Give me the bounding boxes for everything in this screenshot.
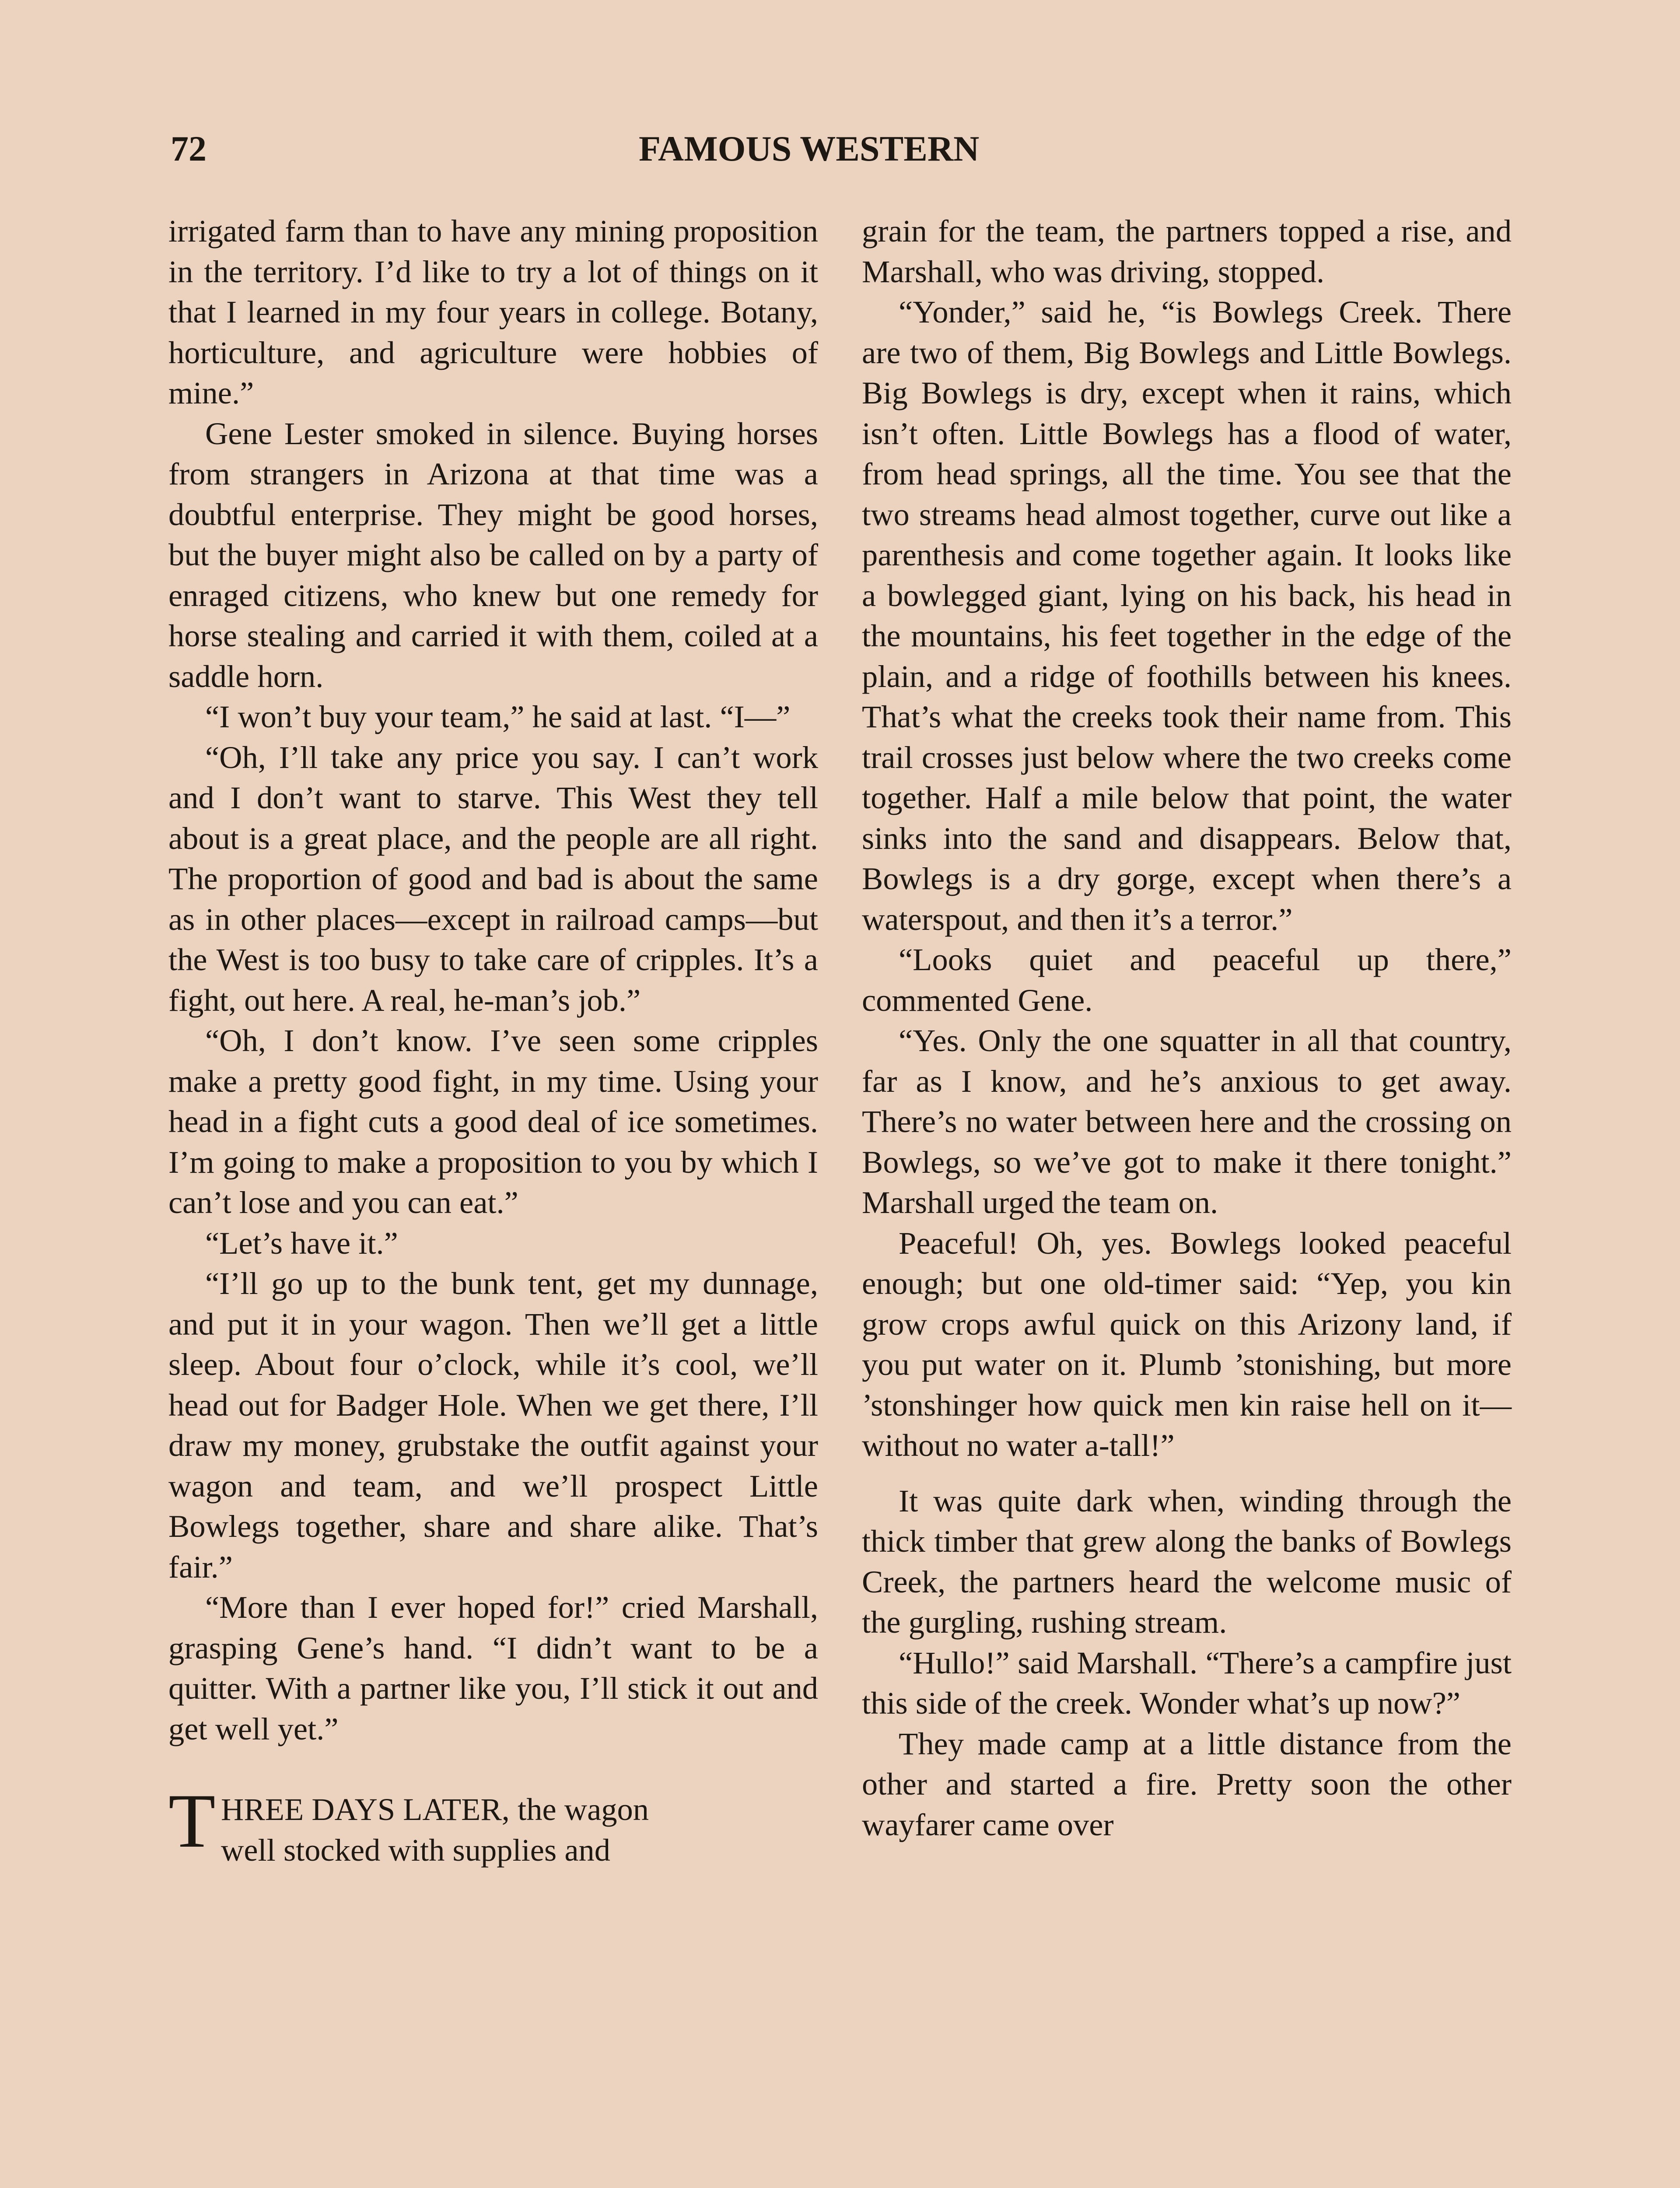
section-opening-text <box>221 1789 818 1870</box>
paragraph: “Let’s have it.” <box>205 1225 398 1261</box>
paragraph: They made camp at a little distance from the other and started a fire. Pretty soon the other wayfarer came over <box>862 1725 1512 1842</box>
paragraph: It was quite dark when, winding through the thick timber that grew along the banks of Bowlegs Creek, the partners heard the welcome music of the gurgling, rushing stream. <box>862 1483 1512 1640</box>
section-line1-rest: the wagon <box>509 1792 649 1827</box>
section-opening <box>168 1778 818 1870</box>
paragraph: Peaceful! Oh, yes. Bowlegs looked peaceful enough; but one old-timer said: “Yep, you kin grow crops awful quick on this Arizony land, if you put water on it. Plumb ’stonishing, but more ’stonshinger how quick men kin raise hell on it—without no water a-tall!” <box>862 1225 1512 1463</box>
paragraph: “I’ll go up to the bunk tent, get my dunnage, and put it in your wagon. Then we’ll get a little sleep. About four o’clock, while it’s cool, we’ll head out for Badger Hole. When we get there, I’ll draw my money, grubstake the outfit against your wagon and team, and we’ll prospect Little Bowlegs together, share and share alike. That’s fair.” <box>168 1266 818 1585</box>
paragraph: grain for the team, the partners topped a rise, and Marshall, who was driving, stopped. <box>862 213 1512 289</box>
paragraph: “Yonder,” said he, “is Bowlegs Creek. There are two of them, Big Bowlegs and Little Bowlegs. Big Bowlegs is dry, except when it rains, which isn’t often. Little Bowlegs has a flood of water, from head springs, all the time. You see that the two streams head almost together, curve out like a parenthesis and come together again. It looks like a bowlegged giant, lying on his back, his head in the mountains, his feet together in the edge of the plain, and a ridge of foothills between his knees. That’s what the creeks took their name from. This trail crosses just below where the two creeks come together. Half a mile below that point, the water sinks into the sand and disappears. Below that, Bowlegs is a dry gorge, except when there’s a waterspout, and then it’s a terror.” <box>862 294 1512 937</box>
left-column <box>168 211 818 1870</box>
paragraph: “Looks quiet and peaceful up there,” commented Gene. <box>862 942 1512 1018</box>
drop-cap: T <box>168 1778 216 1864</box>
section-caps-text: HREE DAYS LATER, <box>221 1792 510 1827</box>
paragraph: Gene Lester smoked in silence. Buying horses from strangers in Arizona at that time was a doubtful enterprise. They might be good horses, but the buyer might also be called on by a party of enraged citizens, who knew but one remedy for horse stealing and carried it with them, coiled at a saddle horn. <box>168 415 818 694</box>
paragraph: “Hullo!” said Marshall. “There’s a campfire just this side of the creek. Wonder what’s up now?” <box>862 1645 1512 1721</box>
paragraph: “Oh, I’ll take any price you say. I can’t work and I don’t want to starve. This West they tell about is a great place, and the people are all right. The proportion of good and bad is about the same as in other places—except in railroad camps—but the West is too busy to take care of cripples. It’s a fight, out here. A real, he-man’s job.” <box>168 739 818 1018</box>
paragraph: irrigated farm than to have any mining proposition in the territory. I’d like to try a lot of things on it that I learned in my four years in college. Botany, horticulture, and agriculture were hobbies of mine.” <box>168 213 818 410</box>
page-number: 72 <box>171 129 206 168</box>
paragraph: “Oh, I don’t know. I’ve seen some cripples make a pretty good fight, in my time. Using your head in a fight cuts a good deal of ice sometimes. I’m going to make a proposition to you by which I can’t lose and you can eat.” <box>168 1023 818 1220</box>
paragraph: “More than I ever hoped for!” cried Marshall, grasping Gene’s hand. “I didn’t want to be a quitter. With a partner like you, I’ll stick it out and get well yet.” <box>168 1589 818 1746</box>
section-line2: well stocked with supplies and <box>221 1832 611 1868</box>
running-head: FAMOUS WESTERN <box>639 129 980 168</box>
right-column <box>862 211 1512 1845</box>
paragraph: “Yes. Only the one squatter in all that country, far as I know, and he’s anxious to get away. There’s no water between here and the crossing on Bowlegs, so we’ve got to make it there tonight.” Marshall urged the team on. <box>862 1023 1512 1220</box>
paragraph: “I won’t buy your team,” he said at last. “I—” <box>205 699 791 734</box>
